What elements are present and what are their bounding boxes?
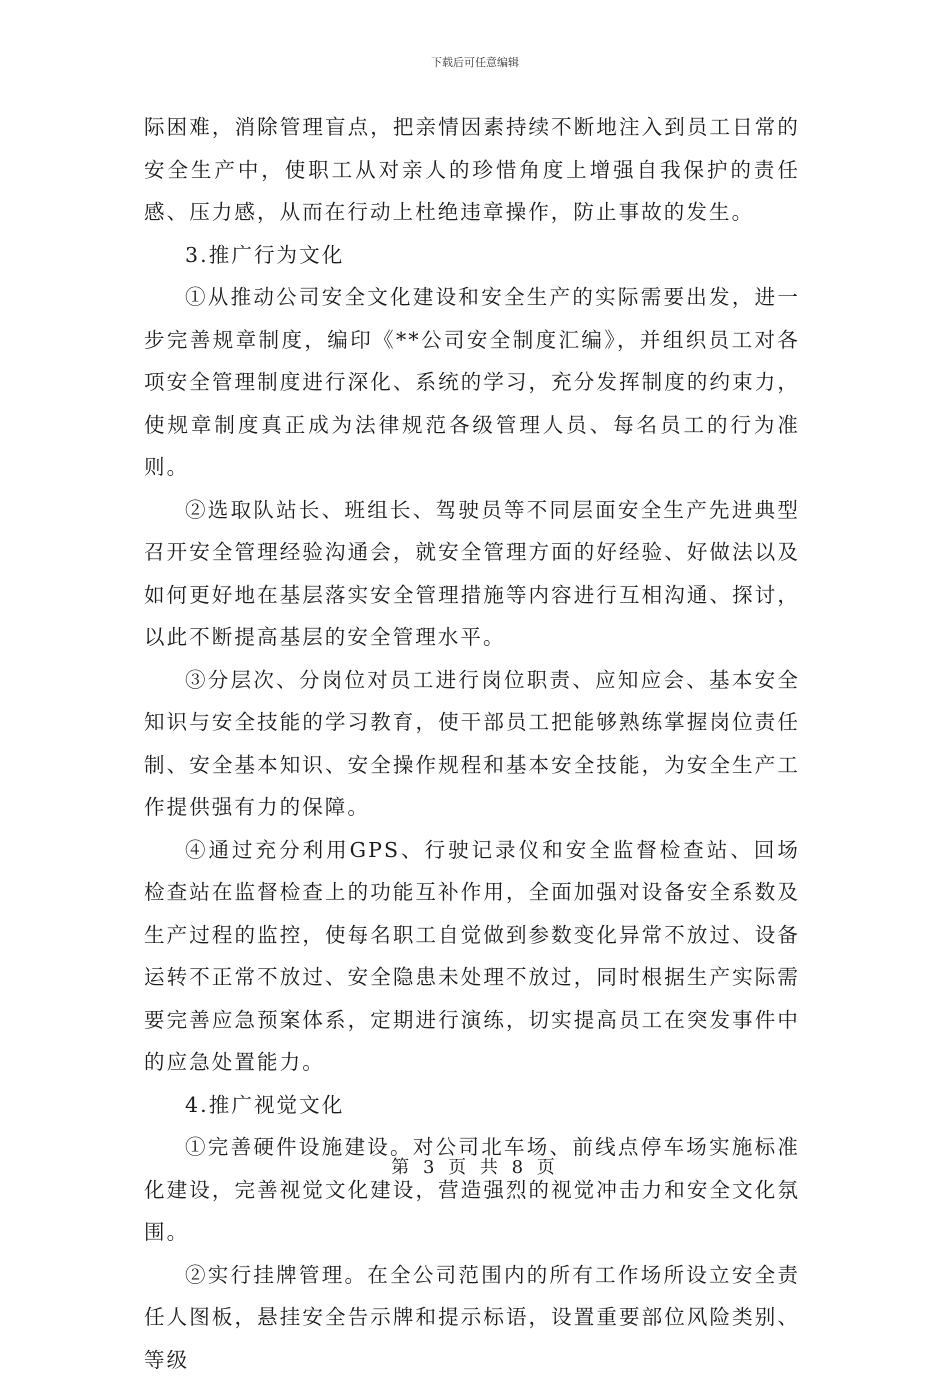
paragraph-visual-item-2: ②实行挂牌管理。在全公司范围内的所有工作场所设立安全责任人图板，悬挂安全告示牌和提示标语，设置重要部位风险类别、等级 (144, 1254, 800, 1381)
document-body (144, 106, 800, 1381)
paragraph-item-4: ④通过充分利用GPS、行驶记录仪和安全监督检查站、回场检查站在监督检查上的功能互补作用，全面加强对设备安全系数及生产过程的监控，使每名职工自觉做到参数变化异常不放过、设备运转不正常不放过、安全隐患未处理不放过，同时根据生产实际需要完善应急预案体系，定期进行演练，切实提高员工在突发事件中的应急处置能力。 (144, 829, 800, 1084)
paragraph-continuation: 际困难，消除管理盲点，把亲情因素持续不断地注入到员工日常的安全生产中，使职工从对亲人的珍惜角度上增强自我保护的责任感、压力感，从而在行动上杜绝违章操作，防止事故的发生。 (144, 106, 800, 234)
page-header: 下载后可任意编辑 (0, 54, 950, 70)
section-heading-visual-culture: 4.推广视觉文化 (144, 1084, 800, 1127)
paragraph-item-3: ③分层次、分岗位对员工进行岗位职责、应知应会、基本安全知识与安全技能的学习教育，使干部员工把能够熟练掌握岗位责任制、安全基本知识、安全操作规程和基本安全技能，为安全生产工作提供强有力的保障。 (144, 659, 800, 829)
paragraph-item-2: ②选取队站长、班组长、驾驶员等不同层面安全生产先进典型召开安全管理经验沟通会，就安全管理方面的好经验、好做法以及如何更好地在基层落实安全管理措施等内容进行互相沟通、探讨，以此不断提高基层的安全管理水平。 (144, 489, 800, 659)
section-heading-behavior-culture: 3.推广行为文化 (144, 234, 800, 277)
paragraph-item-1: ①从推动公司安全文化建设和安全生产的实际需要出发，进一步完善规章制度，编印《**公司安全制度汇编》，并组织员工对各项安全管理制度进行深化、系统的学习，充分发挥制度的约束力，使规章制度真正成为法律规范各级管理人员、每名员工的行为准则。 (144, 276, 800, 489)
paragraph-visual-item-1: ①完善硬件设施建设。对公司北车场、前线点停车场实施标准化建设，完善视觉文化建设，营造强烈的视觉冲击力和安全文化氛围。 (144, 1126, 800, 1254)
page-number-footer: 第 3 页 共 8 页 (0, 1153, 950, 1179)
